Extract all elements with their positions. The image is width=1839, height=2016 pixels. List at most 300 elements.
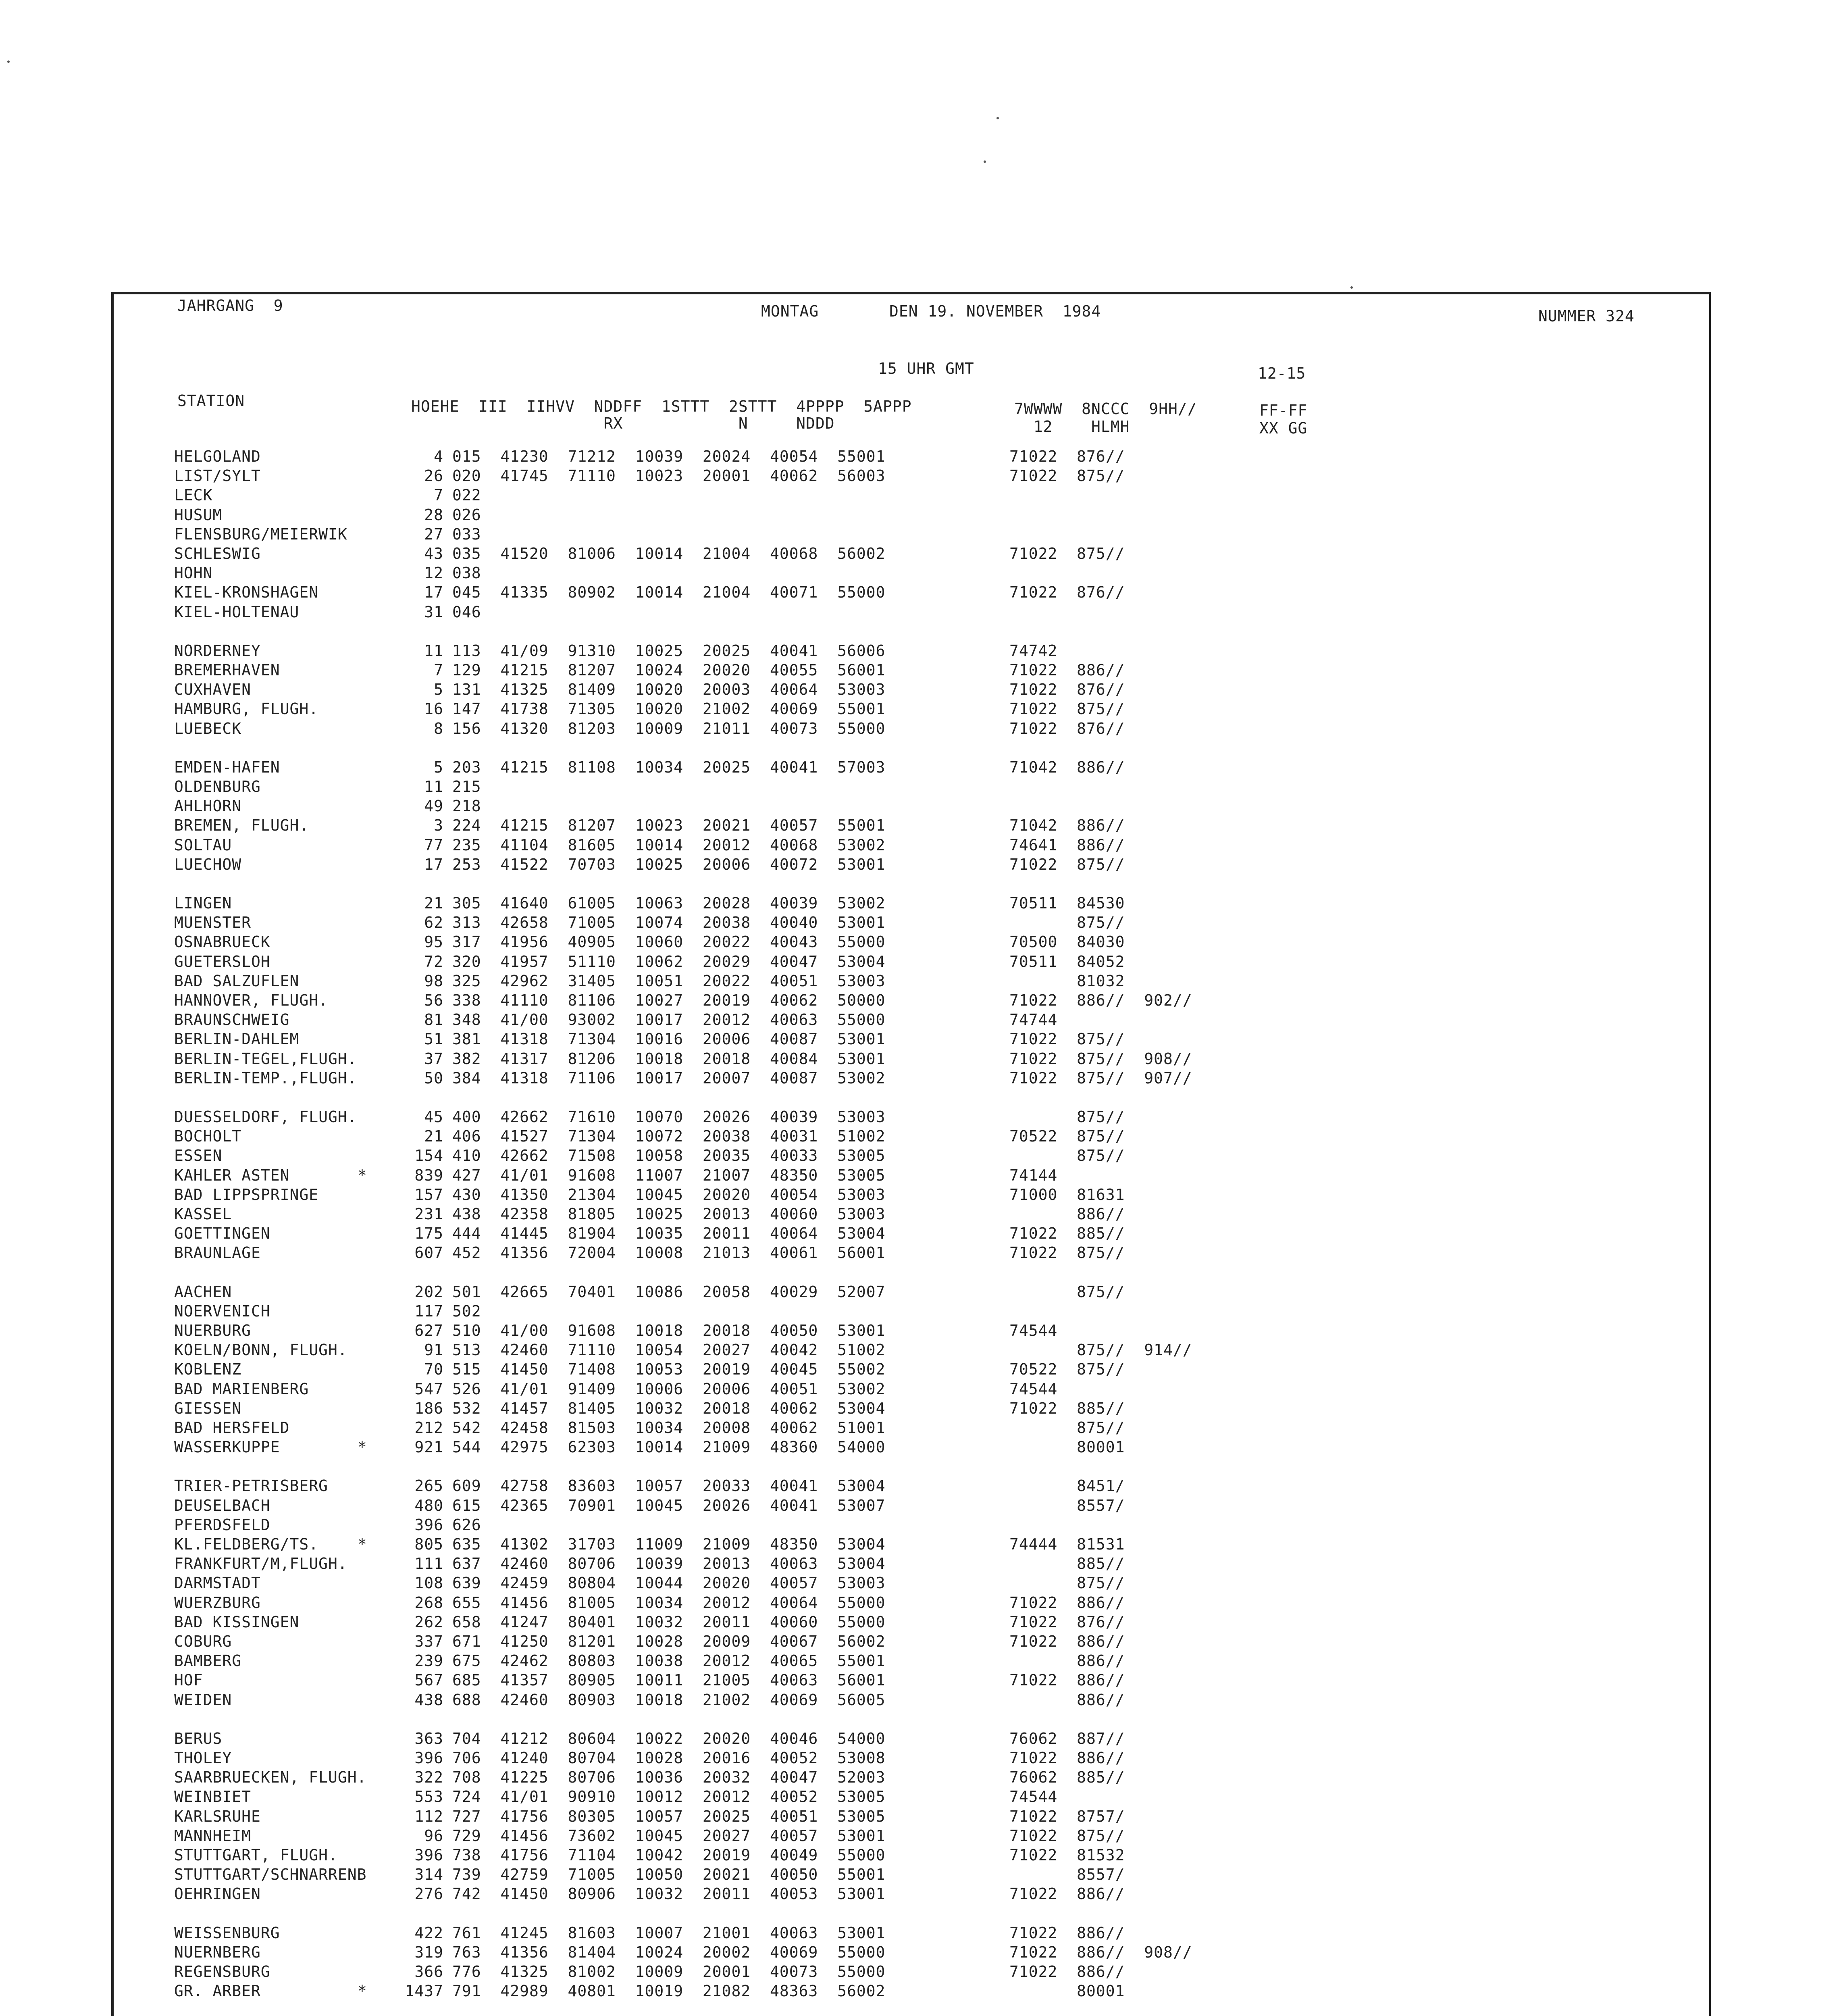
table-row bbox=[174, 759, 1343, 775]
synop-groups: 704 41212 80604 10022 20020 40046 54000 bbox=[452, 1730, 886, 1747]
synop-groups: 400 42662 71610 10070 20026 40039 53003 bbox=[452, 1108, 886, 1126]
station-name: PFERDSFELD bbox=[174, 1516, 270, 1534]
station-altitude: 175 bbox=[414, 1225, 443, 1242]
station-name: BREMERHAVEN bbox=[174, 661, 280, 679]
synop-groups: 763 41356 81404 10024 20002 40069 55000 bbox=[452, 1943, 886, 1961]
station-altitude: 11 bbox=[424, 642, 443, 660]
synop-groups: 253 41522 70703 10025 20006 40072 53001 bbox=[452, 856, 886, 873]
weather-groups: 875// bbox=[1009, 1108, 1125, 1126]
station-name: OEHRINGEN bbox=[174, 1885, 261, 1903]
station-altitude: 111 bbox=[414, 1555, 443, 1572]
table-row bbox=[174, 1012, 1343, 1028]
station-name: AACHEN bbox=[174, 1283, 232, 1301]
synop-groups: 218 bbox=[452, 797, 481, 815]
station-name: THOLEY bbox=[174, 1749, 232, 1767]
synop-groups: 427 41/01 91608 11007 21007 48350 53005 bbox=[452, 1166, 886, 1184]
station-name: HAMBURG, FLUGH. bbox=[174, 700, 319, 718]
station-name: KIEL-KRONSHAGEN bbox=[174, 583, 319, 601]
weather-groups: 886// bbox=[1009, 1652, 1125, 1670]
station-altitude: 921 bbox=[414, 1438, 443, 1456]
station-altitude: 31 bbox=[424, 603, 443, 621]
weather-groups: 71022 876// bbox=[1009, 720, 1125, 737]
table-row bbox=[174, 1439, 1343, 1455]
weather-groups: 74641 886// bbox=[1009, 836, 1125, 854]
mountain-station-marker: * bbox=[358, 1438, 367, 1456]
table-row bbox=[174, 914, 1343, 931]
weather-groups: 71022 875// 907// bbox=[1009, 1069, 1192, 1087]
day-label: MONTAG bbox=[761, 302, 819, 320]
synop-groups: 675 42462 80803 10038 20012 40065 55001 bbox=[452, 1652, 886, 1670]
station-altitude: 81 bbox=[424, 1011, 443, 1029]
station-name: AHLHORN bbox=[174, 797, 242, 815]
table-row bbox=[174, 507, 1343, 523]
station-altitude: 96 bbox=[424, 1827, 443, 1845]
table-row bbox=[174, 1614, 1343, 1630]
weather-groups: 71022 886// bbox=[1009, 1885, 1125, 1903]
table-row bbox=[174, 895, 1343, 911]
station-altitude: 547 bbox=[414, 1380, 443, 1398]
synop-groups: 761 41245 81603 10007 21001 40063 53001 bbox=[452, 1924, 886, 1942]
weather-groups: 8557/ bbox=[1009, 1497, 1125, 1514]
table-row bbox=[174, 584, 1343, 600]
weather-groups: 71022 885// bbox=[1009, 1400, 1125, 1417]
station-altitude: 37 bbox=[424, 1050, 443, 1068]
weather-groups: 74144 bbox=[1009, 1166, 1058, 1184]
station-name: KL.FELDBERG/TS. bbox=[174, 1535, 319, 1553]
synop-groups: 305 41640 61005 10063 20028 40039 53002 bbox=[452, 894, 886, 912]
weather-groups: 71022 886// 908// bbox=[1009, 1943, 1192, 1961]
scan-speck bbox=[996, 117, 999, 119]
weather-groups: 71022 886// bbox=[1009, 1633, 1125, 1650]
group-column-header: HOEHE III IIHVV NDDFF 1STTT 2STTT 4PPPP 5APPP bbox=[411, 398, 912, 415]
station-altitude: 72 bbox=[424, 953, 443, 971]
station-altitude: 7 bbox=[434, 486, 443, 504]
table-row bbox=[174, 934, 1343, 950]
scan-speck bbox=[984, 160, 986, 163]
scan-speck bbox=[1350, 286, 1353, 289]
station-altitude: 396 bbox=[414, 1516, 443, 1534]
station-altitude: 262 bbox=[414, 1613, 443, 1631]
station-altitude: 231 bbox=[414, 1205, 443, 1223]
station-name: SOLTAU bbox=[174, 836, 232, 854]
station-name: ESSEN bbox=[174, 1147, 223, 1164]
table-row bbox=[174, 546, 1343, 562]
station-name: STUTTGART, FLUGH. bbox=[174, 1846, 338, 1864]
jahrgang-label: JAHRGANG 9 bbox=[177, 297, 283, 314]
station-name: SCHLESWIG bbox=[174, 545, 261, 562]
station-name: CUXHAVEN bbox=[174, 681, 252, 698]
synop-groups: 382 41317 81206 10018 20018 40084 53001 bbox=[452, 1050, 886, 1068]
synop-groups: 438 42358 81805 10025 20013 40060 53003 bbox=[452, 1205, 886, 1223]
table-row bbox=[174, 487, 1343, 503]
synop-groups: 313 42658 71005 10074 20038 40040 53001 bbox=[452, 914, 886, 931]
station-name: KARLSRUHE bbox=[174, 1808, 261, 1825]
synop-groups: 035 41520 81006 10014 21004 40068 56002 bbox=[452, 545, 886, 562]
station-name: DUESSELDORF, FLUGH. bbox=[174, 1108, 357, 1126]
synop-groups: 776 41325 81002 10009 20001 40073 55000 bbox=[452, 1963, 886, 1981]
table-row bbox=[174, 1381, 1343, 1397]
table-row bbox=[174, 1769, 1343, 1785]
synop-groups: 502 bbox=[452, 1302, 481, 1320]
station-name: HOF bbox=[174, 1671, 203, 1689]
synop-groups: 020 41745 71110 10023 20001 40062 56003 bbox=[452, 467, 886, 485]
table-row bbox=[174, 1187, 1343, 1203]
wind-column-subheader: XX GG bbox=[1259, 419, 1308, 437]
station-name: FLENSBURG/MEIERWIK bbox=[174, 525, 347, 543]
synop-groups: 026 bbox=[452, 506, 481, 524]
station-altitude: 268 bbox=[414, 1594, 443, 1612]
station-name: BERLIN-TEGEL,FLUGH. bbox=[174, 1050, 357, 1068]
station-altitude: 3 bbox=[434, 816, 443, 834]
station-altitude: 12 bbox=[424, 564, 443, 582]
synop-groups: 348 41/00 93002 10017 20012 40063 55000 bbox=[452, 1011, 886, 1029]
station-altitude: 43 bbox=[424, 545, 443, 562]
station-name: LUECHOW bbox=[174, 856, 242, 873]
table-row bbox=[174, 565, 1343, 581]
table-row bbox=[174, 1808, 1343, 1824]
weather-groups: 71022 886// bbox=[1009, 1671, 1125, 1689]
weather-groups: 8451/ bbox=[1009, 1477, 1125, 1495]
synop-groups: 729 41456 73602 10045 20027 40057 53001 bbox=[452, 1827, 886, 1845]
synop-groups: 038 bbox=[452, 564, 481, 582]
station-name: BAD SALZUFLEN bbox=[174, 972, 300, 990]
station-name: LUEBECK bbox=[174, 720, 242, 737]
weather-groups: 71022 875// bbox=[1009, 467, 1125, 485]
table-row bbox=[174, 1692, 1343, 1708]
table-row bbox=[174, 1866, 1343, 1883]
weather-groups: 71022 875// bbox=[1009, 856, 1125, 873]
weather-groups: 71022 875// bbox=[1009, 1827, 1125, 1845]
table-row bbox=[174, 701, 1343, 717]
table-row bbox=[174, 1847, 1343, 1863]
table-row bbox=[174, 1051, 1343, 1067]
station-name: HUSUM bbox=[174, 506, 223, 524]
weather-column-header: 7WWWW 8NCCC 9HH// bbox=[1014, 400, 1197, 418]
weather-groups: 70500 84030 bbox=[1009, 933, 1125, 951]
weather-groups: 875// 914// bbox=[1009, 1341, 1192, 1359]
station-name: WEINBIET bbox=[174, 1788, 252, 1806]
weather-groups: 70511 84530 bbox=[1009, 894, 1125, 912]
station-name: OSNABRUECK bbox=[174, 933, 270, 951]
station-altitude: 62 bbox=[424, 914, 443, 931]
station-altitude: 17 bbox=[424, 856, 443, 873]
weather-groups: 80001 bbox=[1009, 1438, 1125, 1456]
station-altitude: 265 bbox=[414, 1477, 443, 1495]
synop-groups: 235 41104 81605 10014 20012 40068 53002 bbox=[452, 836, 886, 854]
weather-groups: 81032 bbox=[1009, 972, 1125, 990]
station-name: KASSEL bbox=[174, 1205, 232, 1223]
station-altitude: 27 bbox=[424, 525, 443, 543]
station-name: STUTTGART/SCHNARRENB bbox=[174, 1866, 367, 1883]
synop-groups: 131 41325 81409 10020 20003 40064 53003 bbox=[452, 681, 886, 698]
station-altitude: 117 bbox=[414, 1302, 443, 1320]
table-row bbox=[174, 1361, 1343, 1377]
station-altitude: 314 bbox=[414, 1866, 443, 1883]
station-altitude: 363 bbox=[414, 1730, 443, 1747]
weather-groups: 70522 875// bbox=[1009, 1127, 1125, 1145]
synop-groups: 129 41215 81207 10024 20020 40055 56001 bbox=[452, 661, 886, 679]
synop-groups: 708 41225 80706 10036 20032 40047 52003 bbox=[452, 1768, 886, 1786]
table-row bbox=[174, 662, 1343, 678]
table-row bbox=[174, 1303, 1343, 1319]
station-name: TRIER-PETRISBERG bbox=[174, 1477, 329, 1495]
synop-groups: 609 42758 83603 10057 20033 40041 53004 bbox=[452, 1477, 886, 1495]
table-row bbox=[174, 1556, 1343, 1572]
weather-groups: 71022 876// bbox=[1009, 1613, 1125, 1631]
station-altitude: 480 bbox=[414, 1497, 443, 1514]
station-name: MUENSTER bbox=[174, 914, 252, 931]
synop-groups: 532 41457 81405 10032 20018 40062 53004 bbox=[452, 1400, 886, 1417]
synop-groups: 015 41230 71212 10039 20024 40054 55001 bbox=[452, 448, 886, 465]
weather-groups: 71022 886// bbox=[1009, 1749, 1125, 1767]
synop-groups: 791 42989 40801 10019 21082 48363 56002 bbox=[452, 1982, 886, 2000]
station-altitude: 396 bbox=[414, 1846, 443, 1864]
table-row bbox=[174, 837, 1343, 853]
station-altitude: 21 bbox=[424, 894, 443, 912]
station-name: BERLIN-TEMP.,FLUGH. bbox=[174, 1069, 357, 1087]
table-row bbox=[174, 1828, 1343, 1844]
station-name: NOERVENICH bbox=[174, 1302, 270, 1320]
station-name: DEUSELBACH bbox=[174, 1497, 270, 1514]
synop-groups: 045 41335 80902 10014 21004 40071 55000 bbox=[452, 583, 886, 601]
station-name: SAARBRUECKEN, FLUGH. bbox=[174, 1768, 367, 1786]
table-row bbox=[174, 1128, 1343, 1144]
station-name: HELGOLAND bbox=[174, 448, 261, 465]
station-altitude: 607 bbox=[414, 1244, 443, 1262]
synop-groups: 203 41215 81108 10034 20025 40041 57003 bbox=[452, 758, 886, 776]
synop-groups: 410 42662 71508 10058 20035 40033 53005 bbox=[452, 1147, 886, 1164]
station-altitude: 7 bbox=[434, 661, 443, 679]
weather-groups: 71022 875// bbox=[1009, 1244, 1125, 1262]
station-name: OLDENBURG bbox=[174, 778, 261, 796]
table-row bbox=[174, 1109, 1343, 1125]
table-row bbox=[174, 448, 1343, 464]
table-row bbox=[174, 973, 1343, 989]
table-row bbox=[174, 1245, 1343, 1261]
table-row bbox=[174, 798, 1343, 814]
weather-groups: 71022 876// bbox=[1009, 681, 1125, 698]
station-altitude: 839 bbox=[414, 1166, 443, 1184]
station-name: KOBLENZ bbox=[174, 1360, 242, 1378]
table-row bbox=[174, 1322, 1343, 1339]
station-altitude: 154 bbox=[414, 1147, 443, 1164]
synop-groups: 637 42460 80706 10039 20013 40063 53004 bbox=[452, 1555, 886, 1572]
station-altitude: 627 bbox=[414, 1322, 443, 1339]
synop-groups: 542 42458 81503 10034 20008 40062 51001 bbox=[452, 1419, 886, 1437]
station-altitude: 77 bbox=[424, 836, 443, 854]
table-row bbox=[174, 1633, 1343, 1649]
table-row bbox=[174, 954, 1343, 970]
station-name: WEIDEN bbox=[174, 1691, 232, 1709]
station-altitude: 805 bbox=[414, 1535, 443, 1553]
weather-groups: 8557/ bbox=[1009, 1866, 1125, 1883]
station-name: BERLIN-DAHLEM bbox=[174, 1030, 300, 1048]
station-name: BREMEN, FLUGH. bbox=[174, 816, 309, 834]
mountain-station-marker: * bbox=[358, 1166, 367, 1184]
weather-column-subheader: 12 HLMH bbox=[1014, 418, 1130, 435]
table-row bbox=[174, 1284, 1343, 1300]
synop-groups: 381 41318 71304 10016 20006 40087 53001 bbox=[452, 1030, 886, 1048]
weather-groups: 875// bbox=[1009, 1574, 1125, 1592]
station-altitude: 17 bbox=[424, 583, 443, 601]
mountain-station-marker: * bbox=[358, 1535, 367, 1553]
station-altitude: 438 bbox=[414, 1691, 443, 1709]
table-row bbox=[174, 526, 1343, 542]
weather-groups: 76062 887// bbox=[1009, 1730, 1125, 1747]
station-altitude: 1437 bbox=[405, 1982, 443, 2000]
station-name: BAD LIPPSPRINGE bbox=[174, 1186, 319, 1204]
synop-groups: 317 41956 40905 10060 20022 40043 55000 bbox=[452, 933, 886, 951]
station-name: EMDEN-HAFEN bbox=[174, 758, 280, 776]
synop-groups: 215 bbox=[452, 778, 481, 796]
station-altitude: 5 bbox=[434, 681, 443, 698]
station-altitude: 51 bbox=[424, 1030, 443, 1048]
synop-groups: 742 41450 80906 10032 20011 40053 53001 bbox=[452, 1885, 886, 1903]
station-name: KOELN/BONN, FLUGH. bbox=[174, 1341, 347, 1359]
weather-groups: 70522 875// bbox=[1009, 1360, 1125, 1378]
weather-groups: 71042 886// bbox=[1009, 758, 1125, 776]
table-row bbox=[174, 721, 1343, 737]
synop-groups: 513 42460 71110 10054 20027 40042 51002 bbox=[452, 1341, 886, 1359]
weather-groups: 875// bbox=[1009, 1283, 1125, 1301]
synop-groups: 501 42665 70401 10086 20058 40029 52007 bbox=[452, 1283, 886, 1301]
table-row bbox=[174, 1653, 1343, 1669]
table-row bbox=[174, 1944, 1343, 1960]
time-label: 15 UHR GMT bbox=[878, 360, 974, 377]
station-name: WUERZBURG bbox=[174, 1594, 261, 1612]
weather-groups: 71022 8757/ bbox=[1009, 1808, 1125, 1825]
station-altitude: 108 bbox=[414, 1574, 443, 1592]
synop-groups: 635 41302 31703 11009 21009 48350 53004 bbox=[452, 1535, 886, 1553]
station-name: NUERNBERG bbox=[174, 1943, 261, 1961]
station-name: BAD KISSINGEN bbox=[174, 1613, 300, 1631]
weather-groups: 71022 875// 908// bbox=[1009, 1050, 1192, 1068]
table-row bbox=[174, 1731, 1343, 1747]
station-name: GUETERSLOH bbox=[174, 953, 270, 971]
station-altitude: 4 bbox=[434, 448, 443, 465]
station-name: HOHN bbox=[174, 564, 213, 582]
station-altitude: 396 bbox=[414, 1749, 443, 1767]
weather-groups: 71000 81631 bbox=[1009, 1186, 1125, 1204]
synop-groups: 671 41250 81201 10028 20009 40067 56002 bbox=[452, 1633, 886, 1650]
table-row bbox=[174, 856, 1343, 873]
weather-groups: 886// bbox=[1009, 1691, 1125, 1709]
station-name: GR. ARBER bbox=[174, 1982, 261, 2000]
station-altitude: 157 bbox=[414, 1186, 443, 1204]
weather-groups: 875// bbox=[1009, 914, 1125, 931]
station-altitude: 70 bbox=[424, 1360, 443, 1378]
station-name: NUERBURG bbox=[174, 1322, 252, 1339]
station-altitude: 5 bbox=[434, 758, 443, 776]
mountain-station-marker: * bbox=[358, 1982, 367, 2000]
wind-column-header: FF-FF bbox=[1259, 402, 1308, 419]
synop-groups: 515 41450 71408 10053 20019 40045 55002 bbox=[452, 1360, 886, 1378]
table-row bbox=[174, 1750, 1343, 1766]
table-row bbox=[174, 1070, 1343, 1086]
station-name: BERUS bbox=[174, 1730, 223, 1747]
synop-groups: 444 41445 81904 10035 20011 40064 53004 bbox=[452, 1225, 886, 1242]
weather-groups: 74544 bbox=[1009, 1322, 1058, 1339]
station-altitude: 91 bbox=[424, 1341, 443, 1359]
weather-groups: 71022 886// bbox=[1009, 1924, 1125, 1942]
station-altitude: 202 bbox=[414, 1283, 443, 1301]
station-name: KAHLER ASTEN bbox=[174, 1166, 290, 1184]
table-row bbox=[174, 1886, 1343, 1902]
table-row bbox=[174, 1672, 1343, 1688]
weather-groups: 74444 81531 bbox=[1009, 1535, 1125, 1553]
synop-groups: 384 41318 71106 10017 20007 40087 53002 bbox=[452, 1069, 886, 1087]
station-altitude: 45 bbox=[424, 1108, 443, 1126]
synop-groups: 739 42759 71005 10050 20021 40050 55001 bbox=[452, 1866, 886, 1883]
station-name: DARMSTADT bbox=[174, 1574, 261, 1592]
weather-groups: 71022 876// bbox=[1009, 448, 1125, 465]
synop-groups: 033 bbox=[452, 525, 481, 543]
station-name: BRAUNSCHWEIG bbox=[174, 1011, 290, 1029]
station-name: LINGEN bbox=[174, 894, 232, 912]
station-altitude: 16 bbox=[424, 700, 443, 718]
station-altitude: 26 bbox=[424, 467, 443, 485]
station-altitude: 366 bbox=[414, 1963, 443, 1981]
synop-groups: 685 41357 80905 10011 21005 40063 56001 bbox=[452, 1671, 886, 1689]
station-name: BRAUNLAGE bbox=[174, 1244, 261, 1262]
weather-groups: 71022 875// bbox=[1009, 1030, 1125, 1048]
synop-groups: 526 41/01 91409 10006 20006 40051 53002 bbox=[452, 1380, 886, 1398]
synop-groups: 615 42365 70901 10045 20026 40041 53007 bbox=[452, 1497, 886, 1514]
synop-groups: 544 42975 62303 10014 21009 48360 54000 bbox=[452, 1438, 886, 1456]
synop-groups: 706 41240 80704 10028 20016 40052 53008 bbox=[452, 1749, 886, 1767]
table-row bbox=[174, 1206, 1343, 1222]
weather-groups: 71022 886// bbox=[1009, 1963, 1125, 1981]
station-name: GIESSEN bbox=[174, 1400, 242, 1417]
synop-groups: 156 41320 81203 10009 21011 40073 55000 bbox=[452, 720, 886, 737]
station-name: FRANKFURT/M,FLUGH. bbox=[174, 1555, 347, 1572]
table-row bbox=[174, 1789, 1343, 1805]
table-row bbox=[174, 1983, 1343, 1999]
group-column-subheader: RX N NDDD bbox=[411, 414, 835, 432]
time-range-label: 12-15 bbox=[1258, 364, 1306, 382]
station-altitude: 98 bbox=[424, 972, 443, 990]
station-name: BAMBERG bbox=[174, 1652, 242, 1670]
table-row bbox=[174, 1595, 1343, 1611]
synop-groups: 406 41527 71304 10072 20038 40031 51002 bbox=[452, 1127, 886, 1145]
station-name: WASSERKUPPE bbox=[174, 1438, 280, 1456]
table-row bbox=[174, 1497, 1343, 1514]
weather-groups: 74744 bbox=[1009, 1011, 1058, 1029]
weather-groups: 74544 bbox=[1009, 1788, 1058, 1806]
weather-groups: 71022 81532 bbox=[1009, 1846, 1125, 1864]
table-row bbox=[174, 1167, 1343, 1183]
table-row bbox=[174, 1400, 1343, 1416]
table-row bbox=[174, 643, 1343, 659]
station-name: LECK bbox=[174, 486, 213, 504]
synop-groups: 452 41356 72004 10008 21013 40061 56001 bbox=[452, 1244, 886, 1262]
weather-groups: 885// bbox=[1009, 1555, 1125, 1572]
synop-groups: 688 42460 80903 10018 21002 40069 56005 bbox=[452, 1691, 886, 1709]
weather-groups: 71022 886// bbox=[1009, 1594, 1125, 1612]
station-altitude: 21 bbox=[424, 1127, 443, 1145]
table-row bbox=[174, 779, 1343, 795]
scan-speck bbox=[7, 60, 10, 63]
station-altitude: 11 bbox=[424, 778, 443, 796]
synop-groups: 046 bbox=[452, 603, 481, 621]
weather-groups: 875// bbox=[1009, 1419, 1125, 1437]
station-name: WEISSENBURG bbox=[174, 1924, 280, 1942]
table-row bbox=[174, 817, 1343, 833]
station-altitude: 112 bbox=[414, 1808, 443, 1825]
weather-groups: 71022 886// bbox=[1009, 661, 1125, 679]
station-name: BAD HERSFELD bbox=[174, 1419, 290, 1437]
table-row bbox=[174, 1478, 1343, 1494]
